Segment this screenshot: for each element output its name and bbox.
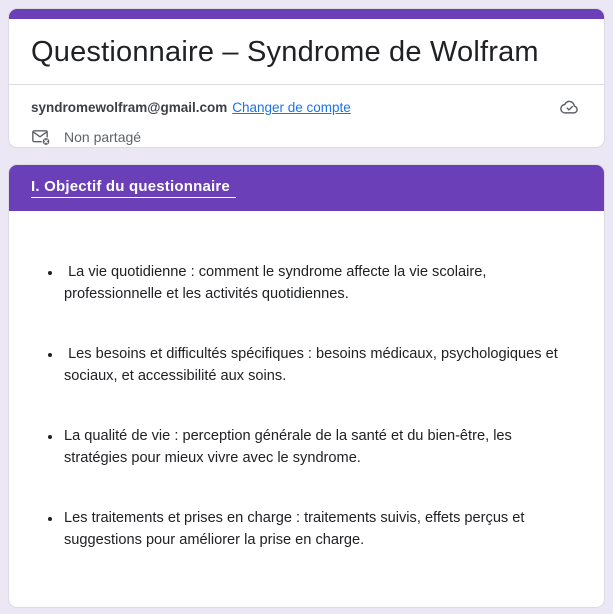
theme-accent-band [9,9,604,19]
list-item-text: Les traitements et prises en charge : traitements suivis, effets perçus et suggestions pour améliorer la prise en charge. [64,510,529,548]
list-item-text: La vie quotidienne : comment le syndrome affecte la vie scolaire, professionnelle et les activités quotidiennes. [64,264,491,302]
section-body [9,211,604,589]
section-card [8,164,605,608]
email-not-shared-icon [31,127,51,147]
section-header [9,165,604,211]
switch-account-link[interactable]: Changer de compte [232,100,351,115]
list-item [62,425,578,469]
cloud-saved-icon [559,97,580,118]
section-title: I. Objectif du questionnaire [31,178,236,198]
account-email: syndromewolfram@gmail.com [31,100,228,115]
list-item-text: Les besoins et difficultés spécifiques : besoins médicaux, psychologiques et sociaux, et accessibilité aux soins. [64,346,562,384]
shared-status: Non partagé [64,129,142,145]
objectives-list [43,261,578,551]
list-item-text: La qualité de vie : perception générale de la santé et du bien-être, les stratégies pour mieux vivre avec le syndrome. [64,428,516,466]
form-title: Questionnaire – Syndrome de Wolfram [31,36,539,68]
list-item [62,343,578,387]
form-header-card [8,8,605,148]
list-item [62,261,578,305]
list-item [62,507,578,551]
